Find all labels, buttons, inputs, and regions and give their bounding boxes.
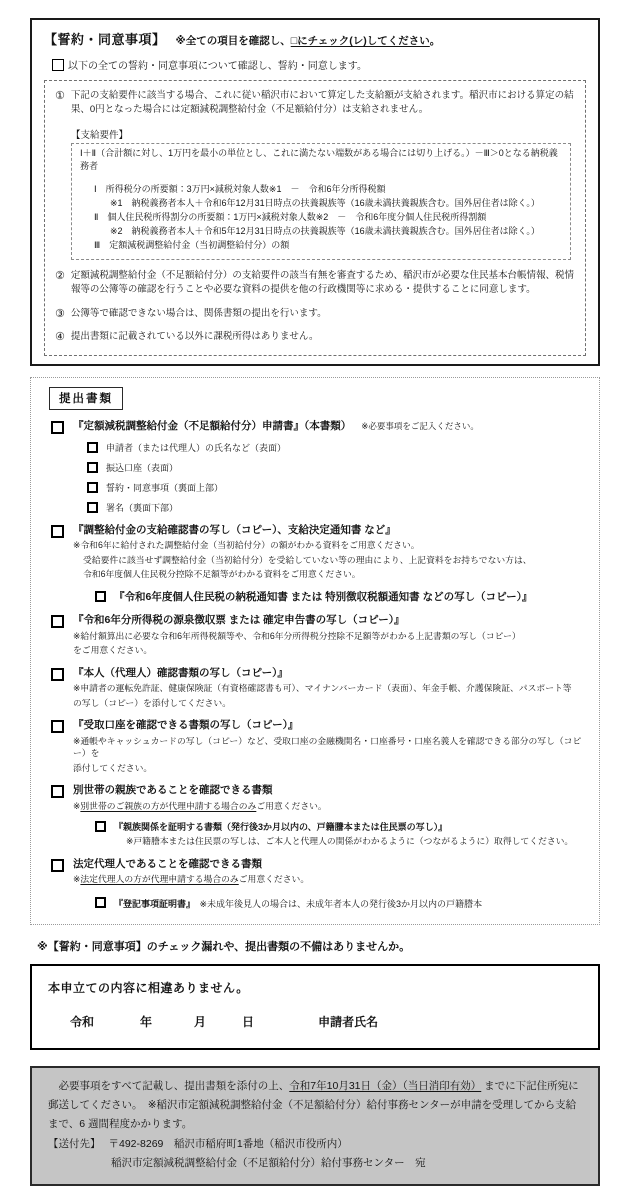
pledge-heading-note: [176, 33, 441, 48]
doc6-checkbox[interactable]: [51, 785, 64, 798]
pledge-item-4: [55, 330, 575, 344]
pledge-section: [30, 18, 600, 366]
requirement-row-3: Ⅲ 定額減税調整給付金（当初調整給付分）の額: [94, 240, 290, 251]
destination-recipient: 稲沢市定額減税調整給付金（不足額給付分）給付事務センター 宛: [111, 1157, 426, 1170]
requirement-row-2: Ⅱ 個人住民税所得割分の所要額：1万円×減税対象人数※2 － 令和6年度分個人住民税所得割額: [94, 212, 487, 223]
doc7-note: [73, 873, 585, 885]
applicant-name-label: 申請者氏名: [318, 1014, 379, 1029]
doc3-checkbox[interactable]: [51, 615, 64, 628]
doc7-note-suffix: ご用意ください。: [238, 874, 310, 885]
pledge-heading-row: [44, 29, 586, 48]
document-item-separate-household-proof: [51, 784, 585, 847]
year-label: 年: [140, 1014, 153, 1029]
doc3-title: 『令和6年分所得税の源泉徴収票 または 確定申告書の写し（コピー）』: [73, 613, 405, 626]
doc5-checkbox[interactable]: [51, 720, 64, 733]
doc1-sub3-checkbox[interactable]: [87, 482, 98, 493]
doc1-sub2-label: 振込口座（表面）: [106, 462, 179, 473]
requirements-label: 【支給要件】: [71, 129, 129, 141]
mailing-instructions: [48, 1077, 582, 1134]
doc7-title: 法定代理人であることを確認できる書類: [73, 857, 262, 870]
doc7-sub-labels: [114, 894, 482, 912]
document-item-identity-proof: [51, 667, 585, 710]
doc6-sub-note: ※戸籍謄本または住民票の写しは、ご本人と代理人の関係がわかるように（つながるように）取得してください。: [126, 836, 574, 847]
doc2-sub-checkbox[interactable]: [95, 591, 106, 602]
doc1-inline-note: ※必要事項をご記入ください。: [361, 421, 479, 432]
mailing-deadline: 令和7年10月31日（金）（当日消印有効）: [289, 1079, 482, 1092]
requirement-row-1: Ⅰ 所得税分の所要額：3万円×減税対象人数※1 － 令和6年分所得税額: [94, 184, 386, 195]
doc7-sub-row: [95, 894, 585, 912]
declaration-date-row: [48, 1013, 582, 1030]
pledge-item-1-number: ①: [55, 90, 65, 102]
pledge-item-3-text: 公簿等で確認できない場合は、関係書類の提出を行います。: [70, 307, 327, 319]
doc4-checkbox[interactable]: [51, 668, 64, 681]
doc1-sub-row-3: [87, 481, 585, 494]
doc6-sub-checkbox[interactable]: [95, 821, 106, 832]
doc1-sub4-label: 署名（裏面下部）: [106, 502, 179, 513]
doc6-note-underlined: 別世帯のご親族の方が代理申請する場合のみ: [80, 800, 257, 811]
document-item-legal-representative-proof: [51, 858, 585, 912]
doc5-title: 『受取口座を確認できる書類の写し（コピー）』: [73, 719, 299, 732]
doc1-sub-row-2: [87, 461, 585, 474]
doc7-checkbox[interactable]: [51, 859, 64, 872]
doc6-note-prefix: ※: [73, 800, 81, 811]
agree-all-row: [52, 57, 586, 72]
doc7-note-prefix: ※: [73, 874, 81, 885]
doc1-sub-row-1: [87, 441, 585, 454]
requirements-formula: Ⅰ＋Ⅱ（合計額に対し、1万円を最小の単位とし、これに満たない端数がある場合には切り上げる。）－Ⅲ＞0となる納税義務者: [80, 147, 558, 172]
pledge-item-2-number: ②: [55, 270, 65, 283]
pledge-item-1-text: 下記の支給要件に該当する場合、これに従い稲沢市において算定した支給額が支給されます。稲沢市における算定の結果、0円となった場合には定額減税調整給付金（不足額給付分）は支給されません。: [70, 90, 574, 116]
doc1-sub-row-4: [87, 501, 585, 514]
doc7-note-underlined: 法定代理人の方が代理申請する場合のみ: [80, 874, 239, 885]
doc1-sub3-label: 誓約・同意事項（裏面上部）: [106, 482, 224, 493]
mailing-info-section: [30, 1066, 600, 1186]
destination-label: 【送付先】: [48, 1138, 101, 1151]
pledge-item-2-text: 定額減税調整給付金（不足額給付分）の支給要件の該当有無を審査するため、稲沢市が必要な住民基本台帳情報、税情報等の公簿等の確認を行うことや必要な資料の提供を他の行政機関等に求める・提供することに同意します。: [70, 270, 574, 296]
doc1-checkbox[interactable]: [51, 421, 64, 434]
pledge-section-title: 【誓約・同意事項】: [44, 32, 166, 47]
documents-section: [30, 377, 600, 925]
declaration-section: [30, 964, 600, 1050]
document-item-bank-account-proof: [51, 719, 585, 774]
declaration-statement: 本申立ての内容に相違ありません。: [48, 980, 249, 995]
document-item-payment-confirmation: [51, 524, 585, 604]
doc7-sub-checkbox[interactable]: [95, 897, 106, 908]
doc6-sub-row: [95, 820, 585, 833]
documents-section-label: 提出書類: [49, 387, 123, 410]
doc1-sub1-checkbox[interactable]: [87, 442, 98, 453]
pledge-note-prefix: ※全ての項目を確認し、: [175, 35, 291, 47]
day-label: 日: [242, 1014, 255, 1029]
pledge-item-1: [55, 89, 575, 118]
doc1-sub4-checkbox[interactable]: [87, 502, 98, 513]
month-label: 月: [194, 1014, 207, 1029]
pledge-item-3-number: ③: [55, 307, 65, 320]
doc5-note-2: 添付してください。: [73, 762, 153, 773]
agree-all-label: 以下の全ての誓約・同意事項について確認し、誓約・同意します。: [68, 61, 367, 72]
doc1-sub1-label: 申請者（または代理人）の氏名など（表面）: [106, 442, 287, 453]
mailing-destination-row: [48, 1135, 582, 1154]
pledge-item-2: [55, 269, 575, 298]
doc3-note-2: をご用意ください。: [73, 645, 153, 656]
doc4-note-1: ※申請者の運転免許証、健康保険証（有資格確認書も可）、マイナンバーカード（表面）、年金手帳、介護保険証、パスポート等: [73, 683, 572, 694]
document-item-withholding-slip: [51, 614, 585, 657]
doc4-note-2: の写し（コピー）を添付してください。: [73, 697, 231, 708]
doc2-title: 『調整給付金の支給確認書の写し（コピー）、支給決定通知書 など』: [73, 523, 396, 536]
doc1-title: 『定額減税調整給付金（不足額給付分）申請書』（本書類）: [73, 420, 352, 433]
era-label: 令和: [70, 1014, 95, 1029]
doc2-note-2: 受給要件に該当せず調整給付金（当初給付分）を受給していない等の理由により、上記資料をお持ちでない方は、: [83, 554, 532, 565]
pledge-items-box: [44, 80, 586, 356]
mailing-text-prefix: 必要事項をすべて記載し、提出書類を添付の上、: [58, 1079, 290, 1092]
application-form-back-page: [0, 18, 630, 1170]
pledge-item-4-text: 提出書類に記載されている以外に課税所得はありません。: [70, 330, 319, 342]
doc7-sub-note: ※未成年後見人の場合は、未成年者本人の発行後3か月以内の戸籍謄本: [199, 898, 483, 909]
document-item-application-form: [51, 420, 585, 514]
doc4-title: 『本人（代理人）確認書類の写し（コピー）』: [73, 666, 288, 679]
doc2-sub-label: 『令和6年度個人住民税の納税通知書 または 特別徴収税額通知書 などの写し（コピー）』: [114, 590, 533, 603]
requirements-box: [71, 143, 571, 261]
payment-requirements: [71, 127, 571, 261]
doc2-note-1: ※令和6年に給付された調整給付金（当初給付分）の額がわかる資料をご用意ください。: [73, 540, 420, 551]
pledge-item-3: [55, 307, 575, 321]
requirement-row-1-note: ※1 納税義務者本人＋令和6年12月31日時点の扶養親族等（16歳未満扶養親族含む。国外居住者は除く。）: [110, 198, 540, 209]
destination-address: 〒492-8269 稲沢市稲府町1番地（稲沢市役所内）: [108, 1138, 348, 1151]
doc2-sub-row: [95, 589, 585, 604]
mailing-text-suffix: までに下記住所宛に郵送してください。 ※稲沢市定額減税調整給付金（不足額給付分）給付事務センターが申請を受理してから支給まで、6 週間程度かかります。: [48, 1079, 579, 1130]
pledge-note-suffix: 。: [429, 35, 441, 47]
doc6-sub-label: 『親族関係を証明する書類（発行後3か月以内の、戸籍謄本または住民票の写し）』: [114, 822, 448, 833]
agree-all-checkbox[interactable]: [52, 59, 64, 71]
doc6-note: [73, 800, 585, 812]
doc2-checkbox[interactable]: [51, 525, 64, 538]
pledge-item-4-number: ④: [55, 330, 65, 343]
doc3-note-1: ※給付額算出に必要な令和6年所得税額等や、令和6年分所得税分控除不足額等がわかる上記書類の写し（コピー）: [73, 630, 521, 641]
doc7-sub-label: 『登記事項証明書』: [114, 898, 196, 909]
doc6-note-suffix: ご用意ください。: [256, 800, 327, 811]
doc1-sub2-checkbox[interactable]: [87, 462, 98, 473]
doc2-note-3: 令和6年度個人住民税分控除不足額等がわかる資料をご用意ください。: [83, 569, 361, 580]
doc6-title: 別世帯の親族であることを確認できる書類: [73, 784, 273, 797]
requirement-row-2-note: ※2 納税義務者本人＋令和5年12月31日時点の扶養親族等（16歳未満扶養親族含む。国外居住者は除く。）: [110, 226, 540, 237]
pledge-note-underlined: □にチェック(レ)してください: [290, 35, 430, 47]
doc5-note-1: ※通帳やキャッシュカードの写し（コピー）など、受取口座の金融機関名・口座番号・口座名義人を確認できる部分の写し（コピー）を: [73, 735, 582, 759]
check-reminder-text: ※【誓約・同意事項】のチェック漏れや、提出書類の不備はありませんか。: [37, 940, 411, 953]
